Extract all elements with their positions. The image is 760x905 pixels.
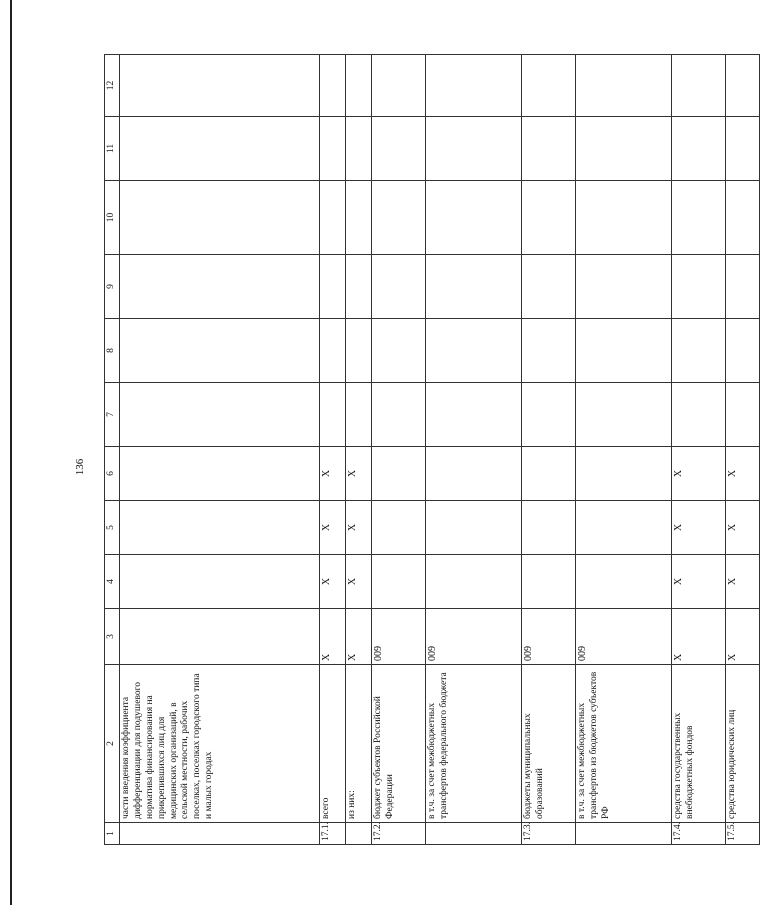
row-number-cell: 17.1. [320, 823, 346, 845]
row-name-cell: бюджеты муниципальных образований [522, 665, 576, 823]
value-cell [576, 447, 672, 501]
empty-cell [346, 255, 372, 319]
table-row [522, 55, 576, 845]
empty-cell [120, 181, 320, 255]
empty-cell [672, 319, 726, 383]
empty-cell [426, 181, 522, 255]
row-name-cell: в т.ч. за счет межбюджетных трансфертов федерального бюджета [426, 665, 522, 823]
value-cell: X [726, 447, 760, 501]
empty-cell [320, 181, 346, 255]
value-cell [522, 447, 576, 501]
value-cell [576, 501, 672, 555]
column-number: 8 [105, 319, 120, 383]
column-number: 7 [105, 383, 120, 447]
empty-cell [320, 117, 346, 181]
row-number-cell [346, 823, 372, 845]
value-cell [576, 555, 672, 609]
table-body [105, 55, 760, 845]
empty-cell [576, 55, 672, 117]
table-row [426, 55, 522, 845]
empty-cell [346, 117, 372, 181]
empty-cell [576, 383, 672, 447]
empty-cell [372, 255, 426, 319]
empty-cell [426, 319, 522, 383]
value-cell [426, 501, 522, 555]
empty-cell [346, 383, 372, 447]
empty-cell [346, 181, 372, 255]
empty-cell [120, 55, 320, 117]
value-cell [522, 555, 576, 609]
empty-cell [726, 117, 760, 181]
row-number-cell: 17.4. [672, 823, 726, 845]
empty-cell [346, 55, 372, 117]
empty-cell [672, 117, 726, 181]
empty-cell [372, 181, 426, 255]
empty-cell [726, 319, 760, 383]
empty-cell [522, 181, 576, 255]
row-number-cell [120, 823, 320, 845]
empty-cell [522, 383, 576, 447]
column-number: 2 [105, 665, 120, 823]
table-row [320, 55, 346, 845]
empty-cell [426, 117, 522, 181]
empty-cell [522, 255, 576, 319]
row-code-cell: X [346, 609, 372, 665]
empty-cell [726, 55, 760, 117]
binding-margin-line [10, 0, 12, 905]
row-code-cell: X [672, 609, 726, 665]
column-number: 6 [105, 447, 120, 501]
column-number: 11 [105, 117, 120, 181]
column-number: 5 [105, 501, 120, 555]
empty-cell [320, 383, 346, 447]
value-cell [120, 447, 320, 501]
empty-cell [346, 319, 372, 383]
row-code-cell: X [726, 609, 760, 665]
value-cell: X [346, 555, 372, 609]
empty-cell [726, 255, 760, 319]
empty-cell [120, 255, 320, 319]
row-number-cell [576, 823, 672, 845]
row-name-cell: из них: [346, 665, 372, 823]
value-cell: X [672, 555, 726, 609]
value-cell [426, 555, 522, 609]
row-number-cell: 17.5. [726, 823, 760, 845]
column-number: 3 [105, 609, 120, 665]
row-name-cell: бюджет субъектов Российской Федерации [372, 665, 426, 823]
empty-cell [672, 255, 726, 319]
row-code-cell [120, 609, 320, 665]
empty-cell [726, 181, 760, 255]
value-cell [372, 555, 426, 609]
column-number: 10 [105, 181, 120, 255]
row-code-cell: 009 [372, 609, 426, 665]
column-number: 4 [105, 555, 120, 609]
empty-cell [372, 55, 426, 117]
value-cell [426, 447, 522, 501]
empty-cell [372, 319, 426, 383]
value-cell [372, 447, 426, 501]
empty-cell [522, 55, 576, 117]
empty-cell [372, 383, 426, 447]
row-number-cell: 17.3. [522, 823, 576, 845]
empty-cell [320, 255, 346, 319]
empty-cell [672, 383, 726, 447]
row-name-cell: всего [320, 665, 346, 823]
empty-cell [426, 255, 522, 319]
row-code-cell: 009 [522, 609, 576, 665]
value-cell [522, 501, 576, 555]
value-cell [372, 501, 426, 555]
row-code-cell: 009 [426, 609, 522, 665]
row-name-cell: части введения коэффициента дифференциации для подушевого норматива финансирования на прикрепившихся лиц для медицинских организаций, в сельской местности, рабочих поселках, поселках городского типа и малых городах [120, 665, 320, 823]
empty-cell [372, 117, 426, 181]
empty-cell [426, 55, 522, 117]
budget-table [104, 54, 760, 845]
row-name-cell: средства государственных внебюджетных фондов [672, 665, 726, 823]
empty-cell [120, 117, 320, 181]
table-row [372, 55, 426, 845]
row-code-cell: X [320, 609, 346, 665]
value-cell: X [346, 501, 372, 555]
empty-cell [522, 117, 576, 181]
empty-cell [320, 55, 346, 117]
value-cell: X [320, 555, 346, 609]
empty-cell [522, 319, 576, 383]
value-cell: X [320, 501, 346, 555]
value-cell: X [346, 447, 372, 501]
rotated-table-container [104, 55, 738, 845]
column-number: 9 [105, 255, 120, 319]
row-name-cell: средства юридических лиц [726, 665, 760, 823]
empty-cell [576, 255, 672, 319]
empty-cell [426, 383, 522, 447]
column-number: 1 [105, 823, 120, 845]
row-number-cell: 17.2. [372, 823, 426, 845]
value-cell: X [672, 501, 726, 555]
table-row [346, 55, 372, 845]
empty-cell [576, 319, 672, 383]
value-cell: X [726, 555, 760, 609]
empty-cell [120, 319, 320, 383]
row-code-cell: 009 [576, 609, 672, 665]
empty-cell [576, 117, 672, 181]
table-row [120, 55, 320, 845]
value-cell: X [320, 447, 346, 501]
value-cell [120, 555, 320, 609]
table-row [726, 55, 760, 845]
empty-cell [120, 383, 320, 447]
page-number: 136 [74, 458, 86, 476]
row-number-cell [426, 823, 522, 845]
empty-cell [672, 181, 726, 255]
empty-cell [726, 383, 760, 447]
empty-cell [320, 319, 346, 383]
row-name-cell: в т.ч. за счет межбюджетных трансфертов из бюджетов субъектов РФ [576, 665, 672, 823]
value-cell [120, 501, 320, 555]
value-cell: X [726, 501, 760, 555]
value-cell: X [672, 447, 726, 501]
table-row [576, 55, 672, 845]
table-row [672, 55, 726, 845]
column-number-row [105, 55, 120, 845]
column-number: 12 [105, 55, 120, 117]
empty-cell [672, 55, 726, 117]
empty-cell [576, 181, 672, 255]
